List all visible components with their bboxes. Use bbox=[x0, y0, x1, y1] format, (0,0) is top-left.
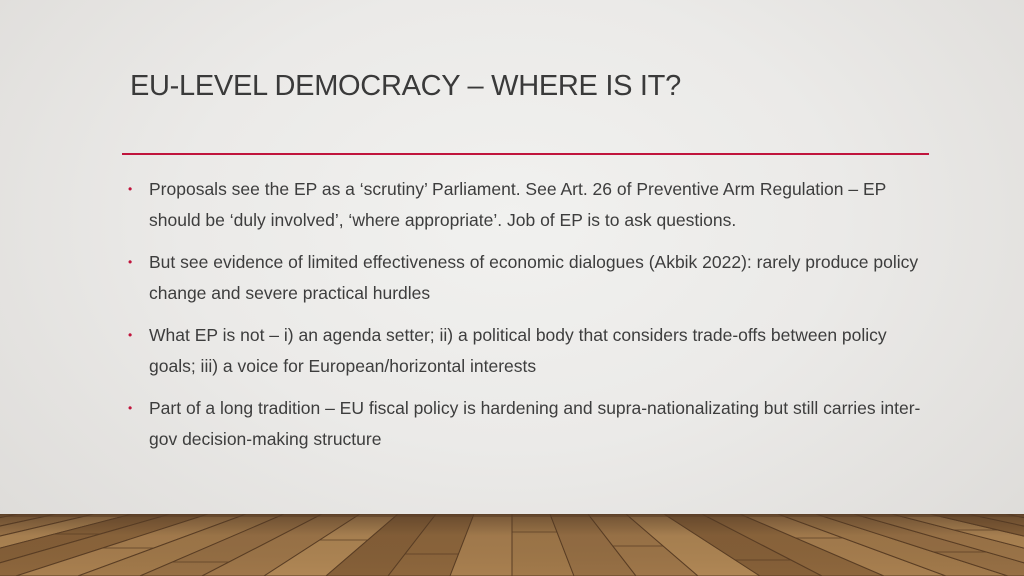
bullet-text: But see evidence of limited effectiveness of economic dialogues (Akbik 2022): rarely produce policy change and severe practical hurdles bbox=[149, 252, 919, 303]
bullet-text: What EP is not – i) an agenda setter; ii) a political body that considers trade-offs between policy goals; iii) a voice for European/horizontal interests bbox=[149, 325, 887, 376]
title-divider bbox=[122, 153, 929, 155]
slide-title: EU-LEVEL DEMOCRACY – WHERE IS IT? bbox=[130, 70, 681, 102]
wooden-floor-graphic bbox=[0, 514, 1024, 576]
bullet-dot-icon: • bbox=[128, 401, 133, 415]
bullet-text: Part of a long tradition – EU fiscal policy is hardening and supra-nationalizating but still carries inter-gov decision-making structure bbox=[149, 398, 921, 449]
bullet-item bbox=[128, 393, 928, 455]
bullet-item bbox=[128, 320, 928, 382]
bullet-list bbox=[128, 174, 928, 466]
bullet-item bbox=[128, 247, 928, 309]
bullet-text: Proposals see the EP as a ‘scrutiny’ Parliament. See Art. 26 of Preventive Arm Regulation – EP should be ‘duly involved’, ‘where appropriate’. Job of EP is to ask questions. bbox=[149, 179, 887, 230]
wooden-floor bbox=[0, 514, 1024, 576]
bullet-dot-icon: • bbox=[128, 328, 133, 342]
bullet-dot-icon: • bbox=[128, 182, 133, 196]
bullet-item bbox=[128, 174, 928, 236]
bullet-dot-icon: • bbox=[128, 255, 133, 269]
